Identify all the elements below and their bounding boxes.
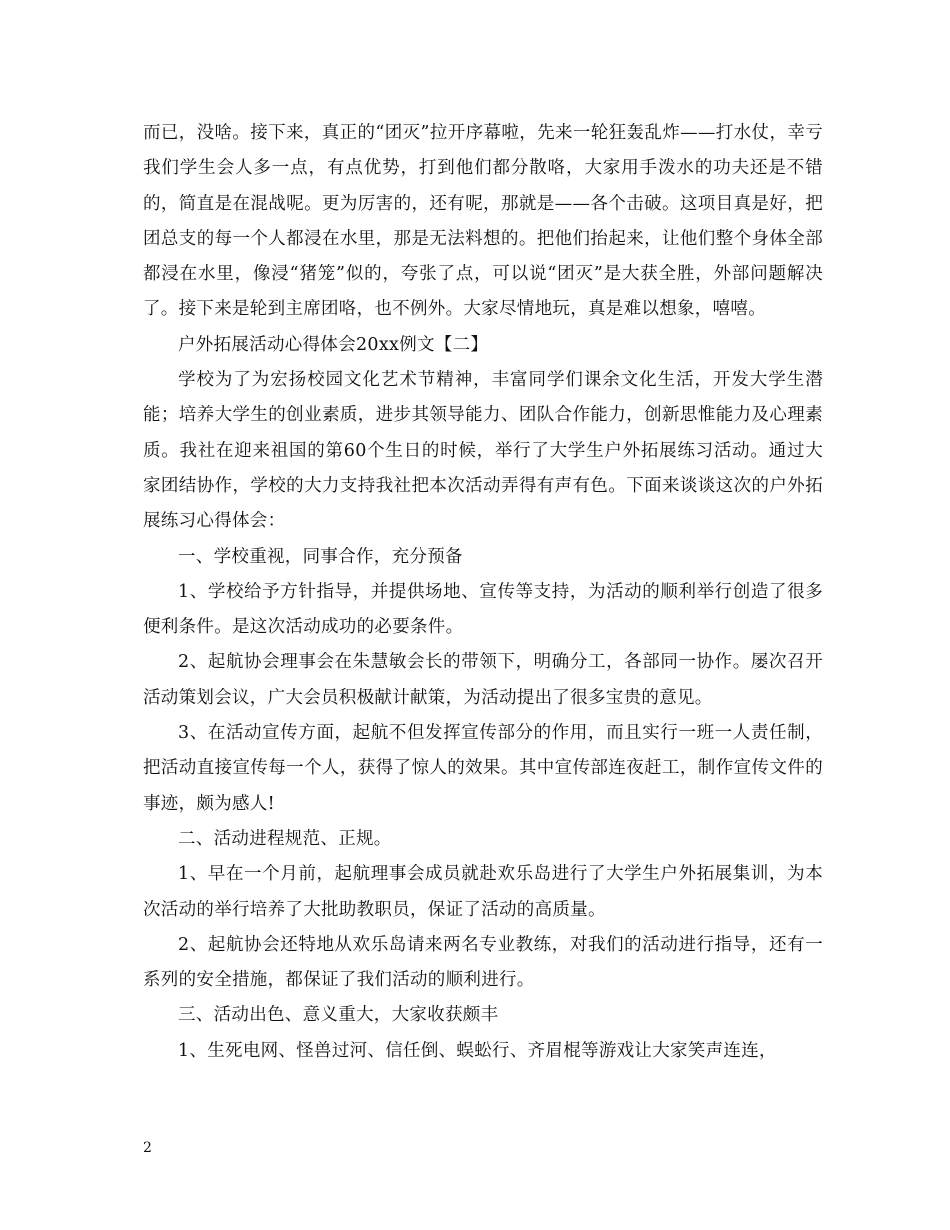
paragraph-item: 2、起航协会理事会在朱慧敏会长的带领下，明确分工，各部同一协作。屡次召开活动策划会议，广大会员积极献计献策，为活动提出了很多宝贵的意见。 xyxy=(143,652,823,708)
paragraph-continued: 而已，没啥。接下来，真正的“团灭”拉开序幕啦，先来一轮狂轰乱炸——打水仗，幸亏我们学生会人多一点，有点优势，打到他们都分散咯，大家用手泼水的功夫还是不错的，简直是在混战呢。更为厉害的，还有呢，那就是——各个击破。这项目真是好，把团总支的每一个人都浸在水里，那是无法料想的。把他们抬起来，让他们整个身体全部都浸在水里，像浸“猪笼”似的，夸张了点，可以说“团灭”是大获全胜，外部问题解决了。接下来是轮到主席团咯，也不例外。大家尽情地玩，真是难以想象，嘻嘻。 xyxy=(143,123,823,320)
paragraph-item: 1、学校给予方针指导，并提供场地、宣传等支持，为活动的顺利举行创造了很多便利条件。是这次活动成功的必要条件。 xyxy=(143,581,823,638)
heading-part-one: 一、学校重视，同事合作，充分预备 xyxy=(178,546,463,567)
heading-part-two: 二、活动进程规范、正规。 xyxy=(178,828,392,849)
paragraph-intro: 学校为了为宏扬校园文化艺术节精神，丰富同学们课余文化生活，开发大学生潜能；培养大学生的创业素质，进步其领导能力、团队合作能力，创新思惟能力及心理素质。我社在迎来祖国的第60个生日的时候，举行了大学生户外拓展练习活动。通过大家团结协作，学校的大力支持我社把本次活动弄得有声有色。下面来谈谈这次的户外拓展练习心得体会： xyxy=(143,370,823,532)
section-heading-example-two: 户外拓展活动心得体会20xx例文【二】 xyxy=(178,334,489,355)
paragraph-item: 2、起航协会还特地从欢乐岛请来两名专业教练，对我们的活动进行指导，还有一系列的安全措施，都保证了我们活动的顺利进行。 xyxy=(143,934,823,991)
paragraph-item: 1、生死电网、怪兽过河、信任倒、蜈蚣行、齐眉棍等游戏让大家笑声连连， xyxy=(178,1040,777,1061)
page-number: 2 xyxy=(143,1140,152,1156)
paragraph-item: 3、在活动宣传方面，起航不但发挥宣传部分的作用，而且实行一班一人责任制，把活动直接宣传每一个人，获得了惊人的效果。其中宣传部连夜赶工，制作宣传文件的事迹，颇为感人! xyxy=(143,723,823,814)
document-body xyxy=(143,116,823,1069)
heading-part-three: 三、活动出色、意义重大，大家收获颇丰 xyxy=(178,1005,499,1026)
paragraph-item: 1、早在一个月前，起航理事会成员就赴欢乐岛进行了大学生户外拓展集训，为本次活动的举行培养了大批助教职员，保证了活动的高质量。 xyxy=(143,864,823,920)
